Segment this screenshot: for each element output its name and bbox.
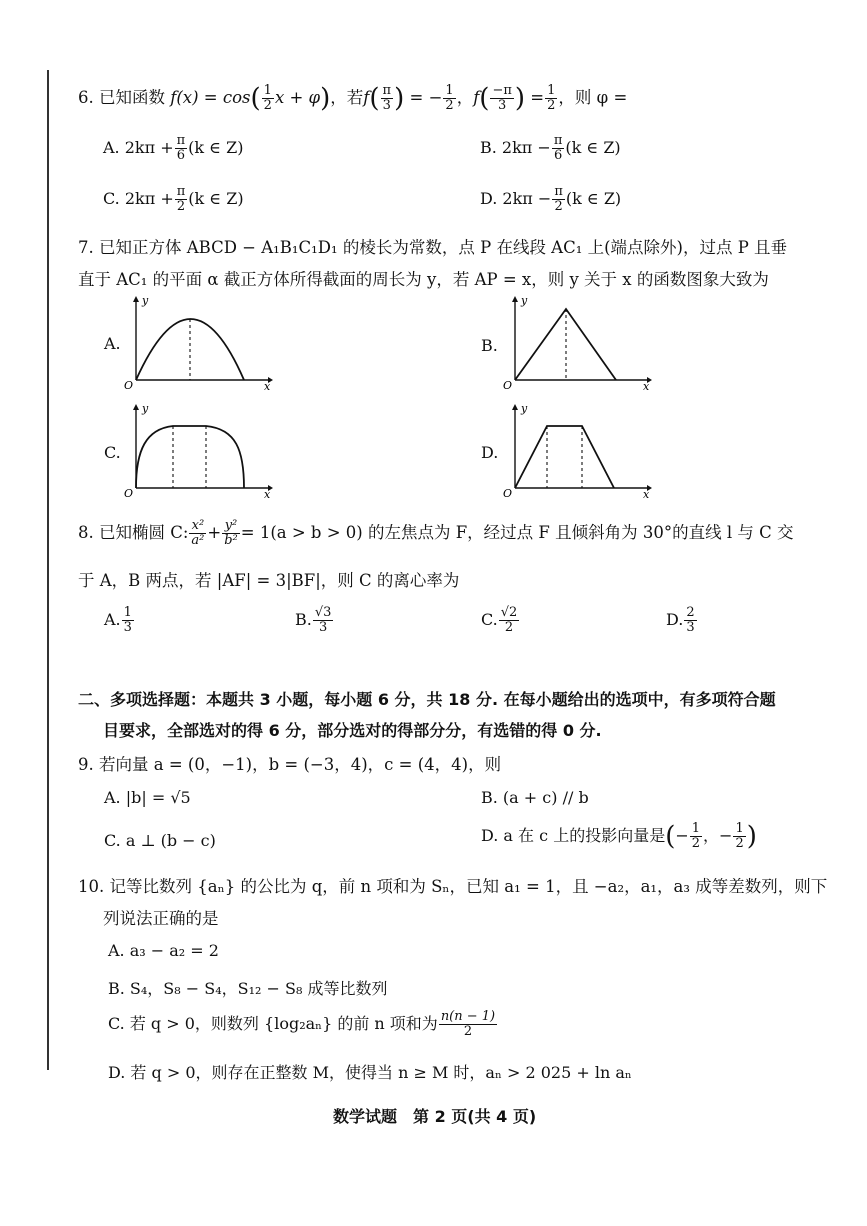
option-frac: $\frac{1}{2}$ <box>691 821 701 851</box>
q8-option-b[interactable] <box>295 606 334 635</box>
origin-label: O <box>503 487 513 500</box>
question-7-line1: 7. 已知正方体 ABCD − A₁B₁C₁D₁ 的棱长为常数，点 P 在线段 AC₁ 上(端点除外)，过点 P 且垂 <box>78 238 788 257</box>
binding-margin-line <box>47 70 49 1070</box>
frac-neg-pi-3: $\frac{-\pi}{3}$ <box>492 83 512 113</box>
option-text: C. 若 q > 0，则数列 {log₂aₙ} 的前 n 项和为 <box>108 1014 438 1033</box>
question-8-line2: 于 A，B 两点，若 |AF| = 3|BF|，则 C 的离心率为 <box>78 571 460 590</box>
origin-label: O <box>124 487 134 500</box>
option-label: A. <box>104 610 121 629</box>
paren-right: ) <box>394 83 405 114</box>
question-10-line1: 10. 记等比数列 {aₙ} 的公比为 q，前 n 项和为 Sₙ，已知 a₁ = 1，且 −a₂，a₁，a₃ 成等差数列，则下 <box>78 877 828 896</box>
option-label: B. <box>295 610 312 629</box>
q7-option-b-label[interactable]: B. <box>481 336 498 355</box>
q6-option-a[interactable] <box>103 134 243 163</box>
graph-c <box>118 400 278 500</box>
frac-half: $\frac{1}{2}$ <box>445 83 454 113</box>
option-frac: $\frac{\pi}{6}$ <box>553 133 563 163</box>
question-text: 已知函数 <box>99 88 165 107</box>
q10-option-d[interactable]: D. 若 q > 0，则存在正整数 M，使得当 n ≥ M 时，aₙ > 2 025 + ln aₙ <box>108 1063 632 1082</box>
option-tail: (k ∈ Z) <box>188 189 244 208</box>
function-expr: f(x) = cos <box>170 88 251 107</box>
option-frac: $\frac{\pi}{2}$ <box>176 184 186 214</box>
section-2-header-line2: 目要求，全部选对的得 6 分，部分选对的得部分分，有选错的得 0 分. <box>103 721 602 740</box>
section-2-header-line1: 二、多项选择题：本题共 3 小题，每小题 6 分，共 18 分. 在每小题给出的选项中，有多项符合题 <box>78 690 776 709</box>
x-axis-label: x <box>643 380 650 392</box>
question-text: = 1(a > b > 0) 的左焦点为 F，经过点 F 且倾斜角为 30°的直线 l 与 C 交 <box>240 523 794 542</box>
q6-option-d[interactable] <box>480 185 621 214</box>
option-label: B. 2kπ − <box>480 138 551 157</box>
q10-option-c[interactable] <box>108 1010 498 1039</box>
option-label: D. <box>666 610 684 629</box>
q9-option-c[interactable]: C. a ⊥ (b − c) <box>104 831 216 850</box>
option-frac: $\frac{n(n - 1)}{2}$ <box>440 1009 496 1039</box>
origin-label: O <box>124 379 134 392</box>
q6-option-b[interactable] <box>480 134 621 163</box>
q10-option-a[interactable]: A. a₃ − a₂ = 2 <box>108 941 219 960</box>
y-axis-label: y <box>521 402 528 415</box>
frac-half: $\frac{1}{2}$ <box>547 83 556 113</box>
paren-right: ) <box>514 83 526 114</box>
x-axis-label: x <box>643 488 650 500</box>
q6-option-c[interactable] <box>103 185 244 214</box>
graph-a <box>118 292 278 392</box>
option-frac: $\frac{1}{3}$ <box>123 605 132 635</box>
paren-left: ( <box>665 821 676 852</box>
q8-option-d[interactable] <box>666 606 698 635</box>
q9-option-d[interactable] <box>481 822 757 851</box>
y-axis-label: y <box>142 294 149 307</box>
x-axis-label: x <box>264 488 271 500</box>
q9-option-a[interactable]: A. |b| = √5 <box>104 788 191 807</box>
frac-x2-a2: $\frac{\text{x²}}{\text{a²}}$ <box>191 518 205 548</box>
paren-left: ( <box>479 83 490 114</box>
question-6 <box>78 84 627 113</box>
f-symbol: f <box>363 88 370 107</box>
graph-d <box>497 400 657 500</box>
paren-left: ( <box>369 83 380 114</box>
equals: = <box>530 88 545 107</box>
q8-option-c[interactable] <box>481 606 520 635</box>
question-7-line2: 直于 AC₁ 的平面 α 截正方体所得截面的周长为 y，若 AP = x，则 y 关于 x 的函数图象大致为 <box>78 270 769 289</box>
option-label: D. 2kπ − <box>480 189 552 208</box>
q9-option-b[interactable]: B. (a + c) // b <box>481 788 589 807</box>
option-label: C. <box>481 610 498 629</box>
separator: ，− <box>703 826 733 845</box>
option-frac: $\frac{1}{2}$ <box>735 821 744 851</box>
option-label: A. 2kπ + <box>103 138 174 157</box>
option-frac: $\frac{√2}{2}$ <box>500 605 518 635</box>
option-tail: (k ∈ Z) <box>565 189 622 208</box>
option-label: C. 2kπ + <box>103 189 174 208</box>
question-8-line1: 8. 已知椭圆 C: $\frac{\text{x²}}{\text{a²}}$ + $\frac{\text{y²}}{\text{b²}}$ = 1(a > b > 0) 的左焦点为 F，经过点 F 且倾斜角为 30°的直线 l 与 C 交 <box>78 518 794 548</box>
option-tail: (k ∈ Z) <box>565 138 621 157</box>
frac-pi-3: $\frac{\pi}{3}$ <box>382 83 392 113</box>
q10-option-b[interactable]: B. S₄，S₈ − S₄，S₁₂ − S₈ 成等比数列 <box>108 979 388 998</box>
page-footer: 数学试题 第 2 页(共 4 页) <box>333 1107 537 1126</box>
q7-option-c-label[interactable]: C. <box>104 443 121 462</box>
paren-right: ) <box>320 83 331 114</box>
question-tail: ，则 φ = <box>558 88 628 107</box>
frac-y2-b2: $\frac{\text{y²}}{\text{b²}}$ <box>224 518 238 548</box>
minus-sign: − <box>675 826 689 845</box>
option-frac: $\frac{\pi}{2}$ <box>554 184 563 214</box>
separator: ， <box>456 88 474 107</box>
question-9-stem: 9. 若向量 a = (0，−1)，b = (−3，4)，c = (4，4)，则 <box>78 755 502 774</box>
q7-option-a-label[interactable]: A. <box>104 334 121 353</box>
question-text: 8. 已知椭圆 C: <box>78 523 189 542</box>
option-frac: $\frac{2}{3}$ <box>686 605 695 635</box>
frac-half: $\frac{1}{2}$ <box>263 83 272 113</box>
option-frac: $\frac{√3}{3}$ <box>314 605 332 635</box>
condition-text: ，若 <box>330 88 364 107</box>
x-axis-label: x <box>264 380 271 392</box>
f-symbol: f <box>473 88 480 107</box>
y-axis-label: y <box>142 402 149 415</box>
paren-left: ( <box>250 83 261 114</box>
option-text: D. a 在 c 上的投影向量是 <box>481 826 666 845</box>
q8-option-a[interactable] <box>104 606 135 635</box>
q7-option-d-label[interactable]: D. <box>481 443 499 462</box>
option-frac: $\frac{\pi}{6}$ <box>176 133 186 163</box>
arg-expr: x + φ <box>274 88 321 107</box>
equals-minus: = − <box>409 88 443 107</box>
option-tail: (k ∈ Z) <box>188 138 244 157</box>
origin-label: O <box>503 379 513 392</box>
question-10-line2: 列说法正确的是 <box>103 909 219 928</box>
paren-right: ) <box>746 821 757 852</box>
y-axis-label: y <box>521 294 528 307</box>
question-number: 6. <box>78 88 94 107</box>
graph-b <box>497 292 657 392</box>
